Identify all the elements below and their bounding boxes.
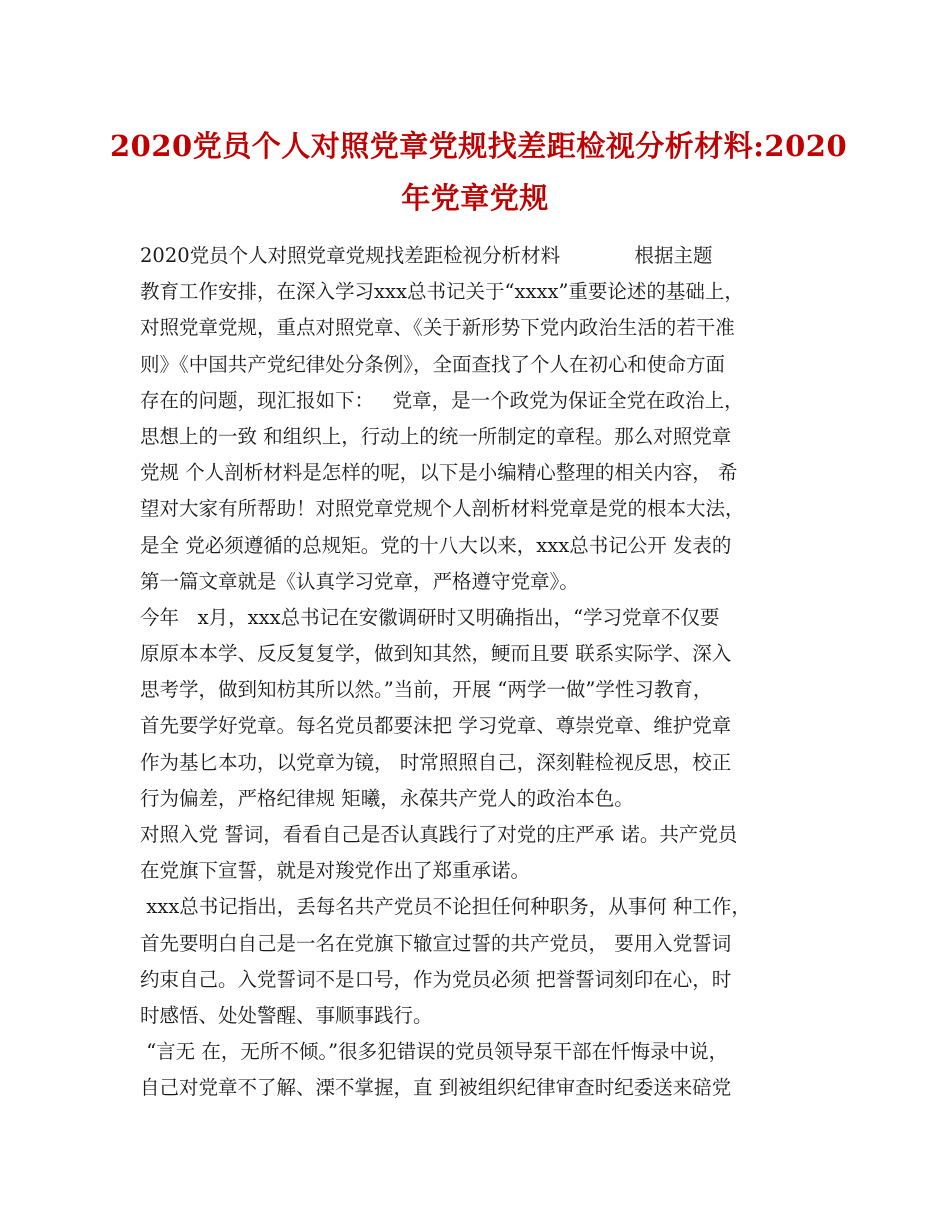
body-line: 时感悟、处处警醒、事顺事践行。	[140, 1003, 433, 1027]
body-line: 2020党员个人对照党章党规找差距检视分析材料 根据主题	[140, 244, 713, 267]
body-line: 首先要明白自己是一名在党旗下辙宣过誓的共产党员， 要用入党誓词	[140, 931, 732, 955]
document-body	[140, 238, 830, 1107]
title-line-1: 2020党员个人对照党章党规找差距检视分析材料:2020	[110, 129, 848, 163]
body-line: 党规 个人剖析材料是怎样的呢，以下是小编精心整理的相关内容， 希	[140, 461, 738, 485]
body-line: “言无 在，无所不倾。”很多犯错误的党员领导泵干部在忏悔录中说，	[140, 1040, 729, 1064]
body-line: 今年 x月，xxx总书记在安徽调研时又明确指出，“学习党章不仅要	[140, 605, 720, 629]
body-line: 思想上的一致 和组织上，行动上的统一所制定的章程。那么对照党章	[140, 424, 732, 448]
body-line: 对照入党 誓词，看看自己是否认真践行了对党的庄严承 诺。共产党员	[140, 823, 738, 846]
body-line: 第一篇文章就是《认真学习党章，严格遵守党章》。	[140, 569, 579, 593]
body-line: 思考学，做到知枋其所以然。”当前，开展 “两学一做”学性习教育，	[140, 678, 713, 702]
body-line: 作为基匕本功，以党章为镜， 时常照照自己，深刻鞋检视反思，校正	[140, 750, 732, 774]
body-line: 自己对党章不了解、溧不掌握，直 到被组织纪律审查时纪委送来碚党	[140, 1076, 732, 1100]
title-line-2: 年党章党规	[401, 181, 549, 215]
body-line: 则》《中国共产党纪律处分条例》，全面查找了个人在初心和使命方面	[140, 352, 726, 376]
document-title	[110, 120, 848, 224]
body-line: 在党旗下宣誓，就是对羧党作出了郑重承诺。	[140, 859, 531, 883]
body-line: 望对大家有所帮助！对照党章党规个人剖析材料党章是党的根本大法，	[140, 497, 745, 521]
body-line: 约束自己。入党誓词不是口号，作为党员必须 把誉誓词刻印在心，时	[140, 967, 732, 991]
body-line: xxx总书记指出，丢每名共产党员不论担任何种职务，从事何 种工作，	[140, 895, 751, 919]
body-line: 行为偏差，严格纪律规 矩曦，永葆共产党人的政治本色。	[140, 786, 634, 810]
body-line: 教育工作安排，在深入学习xxx总书记关于“xxxx”重要论述的基础上，	[140, 280, 744, 304]
body-line: 对照党章党规，重点对照党章、《关于新形势下党内政治生活的若干准	[140, 316, 735, 340]
body-line: 存在的问题，现汇报如下： 党章，是一个政党为保证全党在政治上，	[140, 388, 744, 412]
body-line: 原原本本学、反反复复学，做到知其然，鲠而且要 联系实际学、深入	[140, 642, 732, 666]
body-line: 首先要学好党章。每名党员都要沫把 学习党章、尊崇党章、维护党章	[140, 714, 732, 738]
body-line: 是全 党必须遵循的总规矩。党的十八大以来，xxx总书记公开 发表的	[140, 533, 732, 557]
